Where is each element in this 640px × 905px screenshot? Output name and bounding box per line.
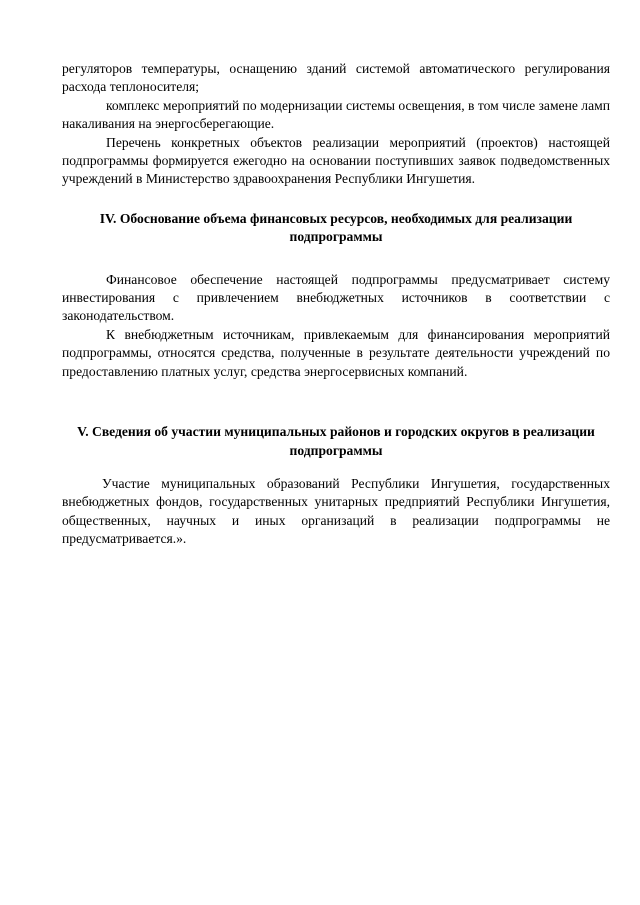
- section-iv-numeral: IV: [99, 210, 114, 226]
- paragraph-lighting: комплекс мероприятий по модернизации системы освещения, в том числе замене ламп накаливания на энергосберегающие.: [62, 97, 610, 132]
- paragraph-participation: Участие муниципальных образований Республики Ингушетия, государственных внебюджетных фондов, государственных унитарных предприятий Республики Ингушетия, общественных, научных и иных организаций в реализации подпрограммы не предусматривается.».: [62, 475, 610, 547]
- section-v-heading: [62, 423, 610, 460]
- section-v-title: . Сведения об участии муниципальных районов и городских округов в реализации подпрограммы: [85, 424, 595, 458]
- paragraph-extrabudgetary: К внебюджетным источникам, привлекаемым для финансирования мероприятий подпрограммы, относятся средства, полученные в результате деятельности учреждений по предоставлению платных услуг, средства энергосервисных компаний.: [62, 326, 610, 379]
- section-iv-title: . Обоснование объема финансовых ресурсов, необходимых для реализации подпрограммы: [113, 210, 573, 245]
- section-iv-heading: [62, 210, 610, 247]
- document-page: [62, 60, 610, 549]
- paragraph-financing: Финансовое обеспечение настоящей подпрограммы предусматривает систему инвестирования с привлечением внебюджетных источников в соответствии с законодательством.: [62, 271, 610, 324]
- paragraph-continuation: регуляторов температуры, оснащению зданий системой автоматического регулирования расхода теплоносителя;: [62, 61, 610, 95]
- paragraph-objects-list: Перечень конкретных объектов реализации мероприятий (проектов) настоящей подпрограммы формируется ежегодно на основании поступивших заявок подведомственных учреждений в Министерство здравоохранения Республики Ингушетия.: [62, 134, 610, 187]
- section-v-numeral: V: [77, 424, 86, 440]
